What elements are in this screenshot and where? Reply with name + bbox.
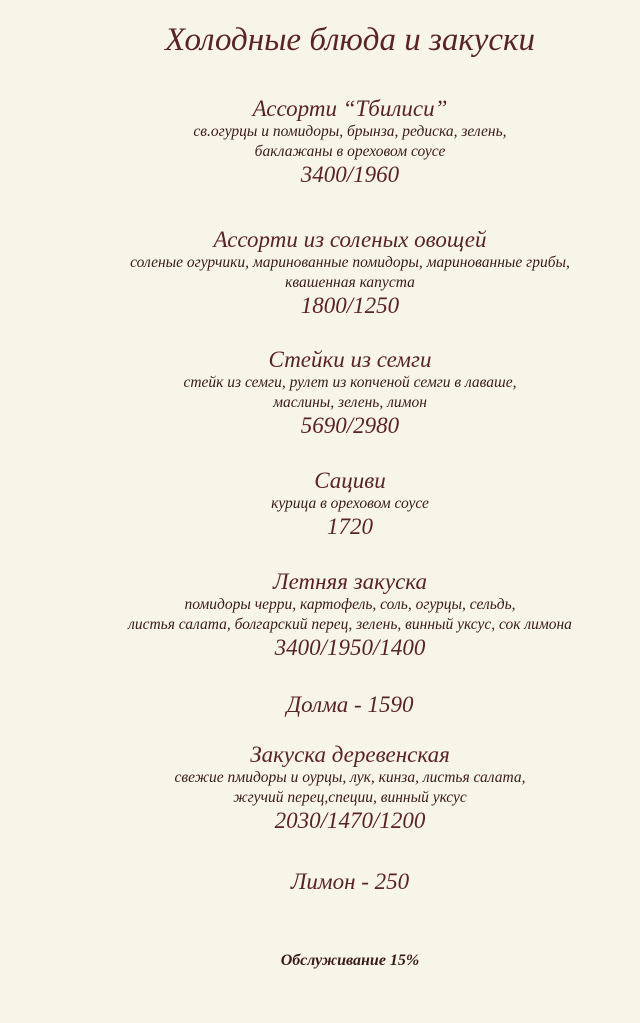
service-charge-note: Обслуживание 15% [280,952,420,969]
item-name: Закуска деревенская [250,742,450,767]
item-description: маслины, зелень, лимон [273,394,427,411]
item-description: соленые огурчики, маринованные помидоры, маринованные грибы, [130,254,570,271]
item-price: 1720 [327,514,373,539]
menu-item-pickled-vegetables [0,227,640,319]
item-description: баклажаны в ореховом соусе [254,143,446,160]
menu-item-salmon-steaks [0,347,640,439]
item-description: стейк из семги, рулет из копченой семги в лаваше, [183,374,517,391]
item-name: Долма - 1590 [286,692,414,717]
item-description: квашенная капуста [285,274,415,291]
item-description: св.огурцы и помидоры, брынза, редиска, зелень, [193,123,507,140]
item-price: 2030/1470/1200 [274,808,426,833]
item-description: листья салата, болгарский перец, зелень, винный уксус, сок лимона [128,616,572,633]
item-description: жгучий перец,специи, винный уксус [233,789,467,806]
item-description: свежие пмидоры и оурцы, лук, кинза, листья салата, [174,769,526,786]
page-title: Холодные блюда и закуски [164,22,535,58]
menu-item-satsivi [0,468,640,540]
item-price: 3400/1960 [300,162,400,187]
menu-item-village-appetizer [0,742,640,834]
item-name: Летняя закуска [273,569,427,594]
menu-item-assorti-tbilisi [0,96,640,188]
item-name: Сациви [314,468,386,493]
item-description: помидоры черри, картофель, соль, огурцы, сельдь, [184,596,516,613]
menu-item-dolma [0,692,640,718]
item-name: Ассорти “Тбилиси” [252,96,448,121]
item-price: 3400/1950/1400 [274,635,426,660]
item-price: 5690/2980 [300,413,400,438]
item-price: 1800/1250 [300,293,400,318]
item-name: Ассорти из соленых овощей [213,227,487,252]
menu-item-summer-appetizer [0,569,640,661]
menu-item-lemon [0,869,640,895]
item-name: Лимон - 250 [290,869,410,894]
item-description: курица в ореховом соусе [271,495,429,512]
item-name: Стейки из семги [268,347,432,372]
